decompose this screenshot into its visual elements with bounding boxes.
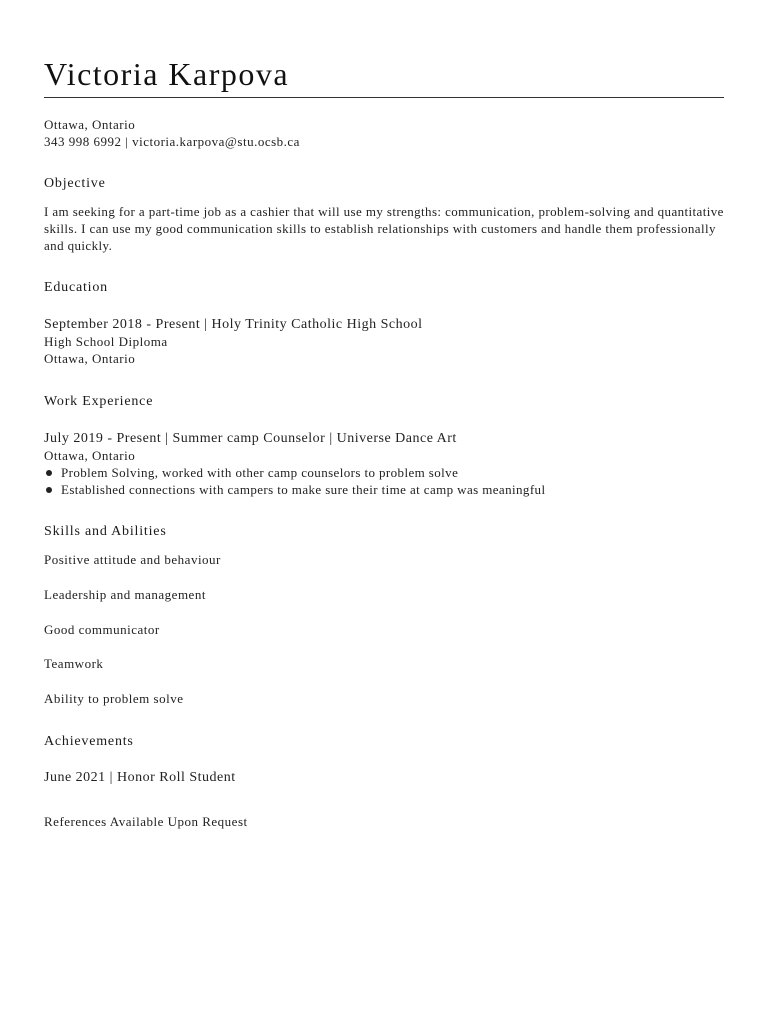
bullet-icon <box>46 470 52 476</box>
skill-item <box>44 586 724 603</box>
contact-block <box>44 116 724 150</box>
contact-phone-email: 343 998 6992 | victoria.karpova@stu.ocsb.ca <box>44 134 300 149</box>
list-item: Positive attitude and behaviour <box>44 552 221 567</box>
skill-item <box>44 621 724 638</box>
education-title: September 2018 - Present | Holy Trinity Catholic High School <box>44 317 423 332</box>
list-item: June 2021 | Honor Roll Student <box>44 770 236 785</box>
list-item: Leadership and management <box>44 587 206 602</box>
work-entry <box>44 430 724 498</box>
skill-item <box>44 655 724 672</box>
references-note <box>44 813 724 830</box>
skills-section <box>44 524 724 540</box>
education-location: Ottawa, Ontario <box>44 351 136 366</box>
education-entry <box>44 316 724 367</box>
work-location: Ottawa, Ontario <box>44 448 136 463</box>
header-divider <box>44 97 724 98</box>
work-heading: Work Experience <box>44 394 154 409</box>
objective-text: I am seeking for a part-time job as a cashier that will use my strengths: communication, problem-solving and quantitative skills. I can use my good communication skills to establish relationships with customers and handle them professionally and quickly. <box>44 204 724 253</box>
list-item: Ability to problem solve <box>44 691 184 706</box>
list-item: Teamwork <box>44 656 104 671</box>
list-item: Good communicator <box>44 622 160 637</box>
education-degree: High School Diploma <box>44 334 168 349</box>
bullet-icon <box>46 487 52 493</box>
resume-name: Victoria Karpova <box>44 56 290 92</box>
achievements-section <box>44 734 724 750</box>
skill-item <box>44 690 724 707</box>
education-heading: Education <box>44 280 108 295</box>
contact-location: Ottawa, Ontario <box>44 117 136 132</box>
list-item: Established connections with campers to make sure their time at camp was meaningful <box>44 481 724 498</box>
achievement-entry <box>44 769 724 786</box>
references-text: References Available Upon Request <box>44 814 248 829</box>
education-section <box>44 280 724 296</box>
objective-body <box>44 203 724 254</box>
work-section <box>44 394 724 410</box>
achievements-heading: Achievements <box>44 734 134 749</box>
skills-heading: Skills and Abilities <box>44 524 167 539</box>
work-bullets <box>44 464 724 498</box>
work-title: July 2019 - Present | Summer camp Counselor | Universe Dance Art <box>44 431 457 446</box>
objective-heading: Objective <box>44 176 106 191</box>
list-item: Problem Solving, worked with other camp counselors to problem solve <box>44 464 724 481</box>
skill-item <box>44 551 724 568</box>
objective-section <box>44 176 724 192</box>
